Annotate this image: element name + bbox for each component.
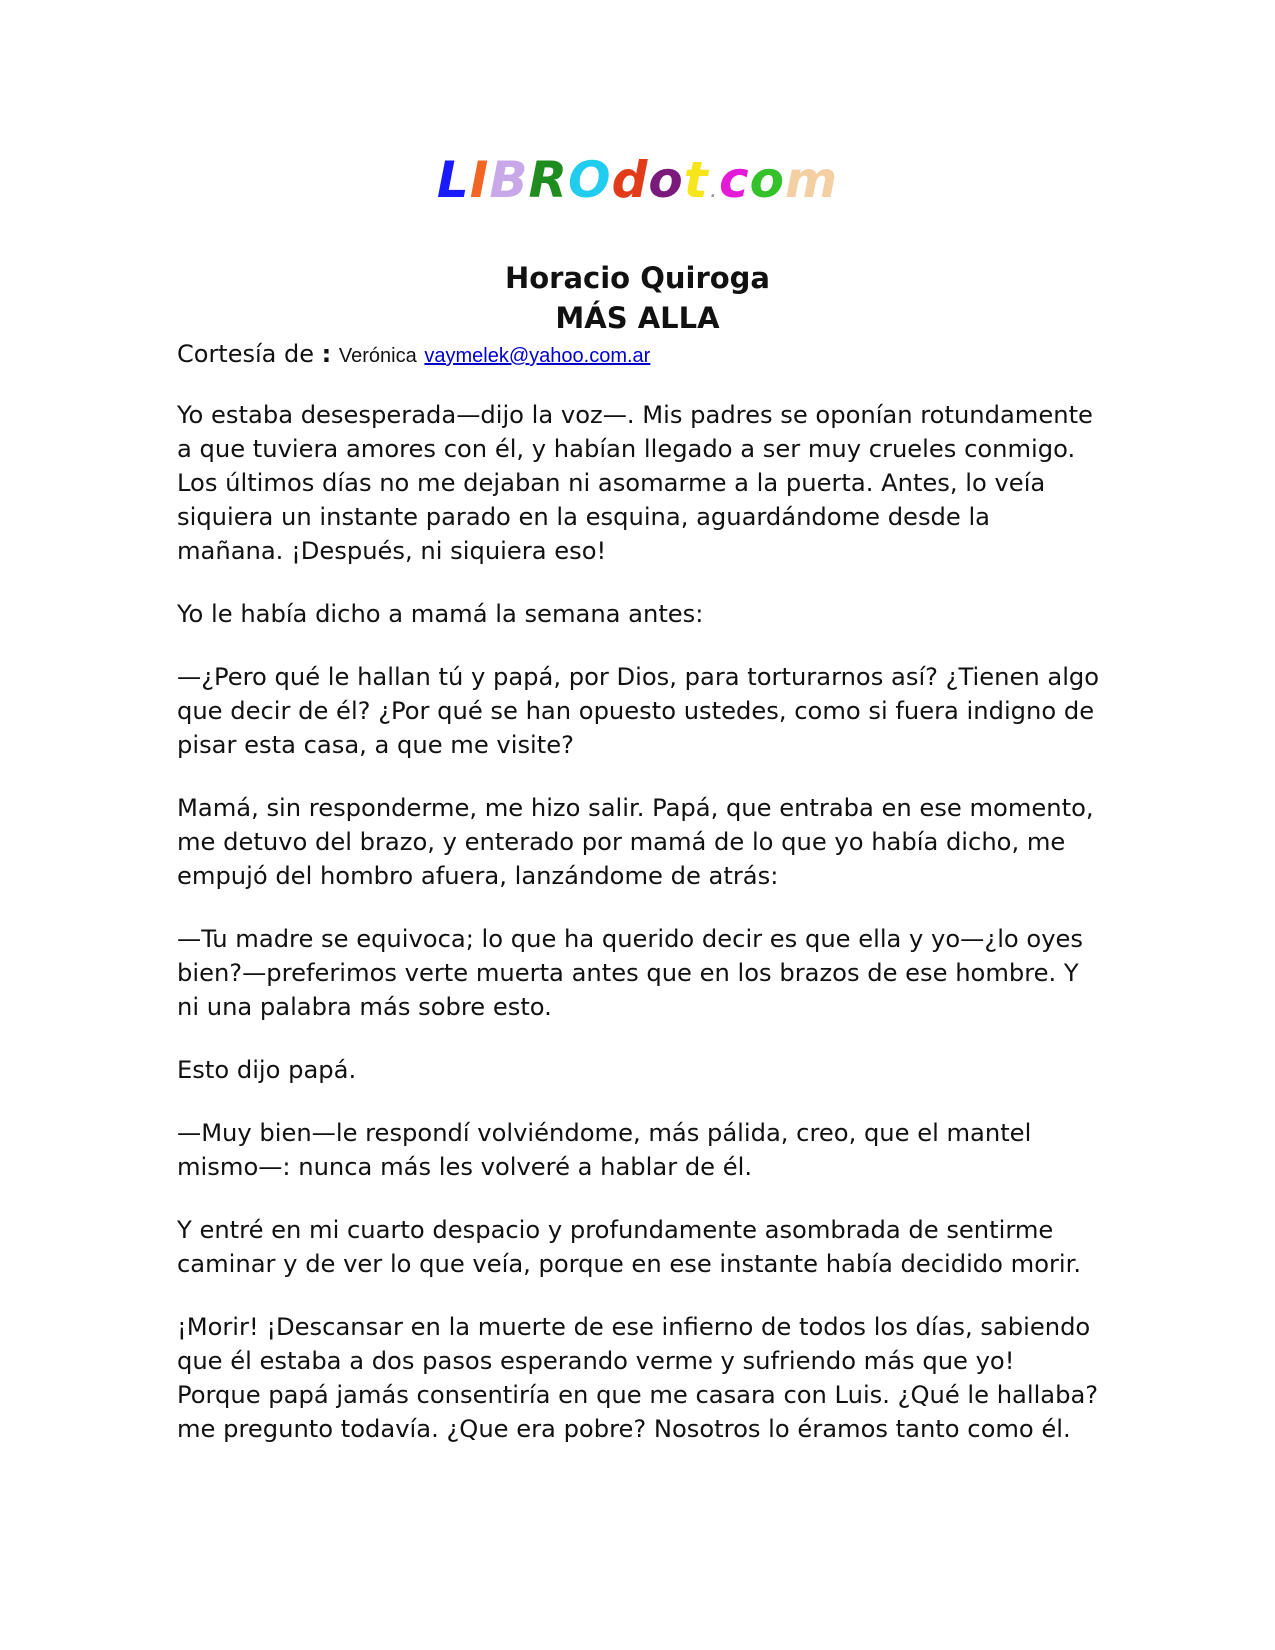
author-name: Horacio Quiroga [504, 261, 770, 295]
logo-letter-L: L [436, 151, 470, 209]
paragraph: Yo estaba desesperada—dijo la voz—. Mis padres se oponían rotundamente a que tuviera amores con él, y habían llegado a ser muy crueles conmigo. Los últimos días no me dejaban ni asomarme a la puerta. Antes, lo veía siquiera un instante parado en la esquina, aguardándome desde la mañana. ¡Después, ni siquiera eso! [177, 401, 1093, 565]
courtesy-email-link[interactable]: vaymelek@yahoo.com.ar [424, 345, 651, 367]
paragraph: Y entré en mi cuarto despacio y profundamente asombrada de sentirme caminar y de ver lo que veía, porque en ese instante había decidido morir. [177, 1216, 1082, 1278]
logo-letter-B: B [489, 151, 529, 209]
logo-letter-d: d [611, 151, 649, 209]
logo-letter-o2: o [749, 151, 785, 209]
logo-letter-m: m [784, 151, 839, 209]
courtesy-line [177, 337, 650, 373]
story-title: MÁS ALLA [555, 301, 720, 335]
logo-letter-c: c [718, 151, 750, 209]
paragraph: Esto dijo papá. [177, 1056, 357, 1084]
logo-dot: . [710, 185, 717, 201]
paragraph: —¿Pero qué le hallan tú y papá, por Dios, para torturarnos así? ¿Tienen algo que decir de él? ¿Por qué se han opuesto ustedes, como si fuera indigno de pisar esta casa, a que me visite? [177, 663, 1100, 759]
logo-letter-o: o [648, 151, 684, 209]
paragraph: Mamá, sin responderme, me hizo salir. Papá, que entraba en ese momento, me detuvo del brazo, y enterado por mamá de lo que yo había dicho, me empujó del hombro afuera, lanzándome de atrás: [177, 794, 1094, 890]
paragraph: Yo le había dicho a mamá la semana antes: [177, 600, 704, 628]
paragraph: —Tu madre se equivoca; lo que ha querido decir es que ella y yo—¿lo oyes bien?—preferimos verte muerta antes que en los brazos de ese hombre. Y ni una palabra más sobre esto. [177, 925, 1084, 1021]
logo-letter-O: O [568, 151, 612, 209]
courtesy-name: Verónica [338, 345, 417, 367]
courtesy-label: Cortesía de [177, 340, 314, 368]
logo-letter-I: I [469, 151, 490, 209]
logo-letter-t: t [683, 151, 709, 209]
courtesy-colon: : [321, 340, 332, 368]
paragraph: ¡Morir! ¡Descansar en la muerte de ese infierno de todos los días, sabiendo que él estaba a dos pasos esperando verme y sufriendo más que yo! Porque papá jamás consentiría en que me casara con Luis. ¿Qué le hallaba? me pregunto todavía. ¿Que era pobre? Nosotros lo éramos tanto como él. [177, 1313, 1099, 1443]
logo-letter-R: R [528, 151, 569, 209]
paragraph: —Muy bien—le respondí volviéndome, más pálida, creo, que el mantel mismo—: nunca más les volveré a hablar de él. [177, 1119, 1032, 1181]
librodot-logo [0, 150, 1275, 223]
story-body [177, 398, 1102, 1475]
